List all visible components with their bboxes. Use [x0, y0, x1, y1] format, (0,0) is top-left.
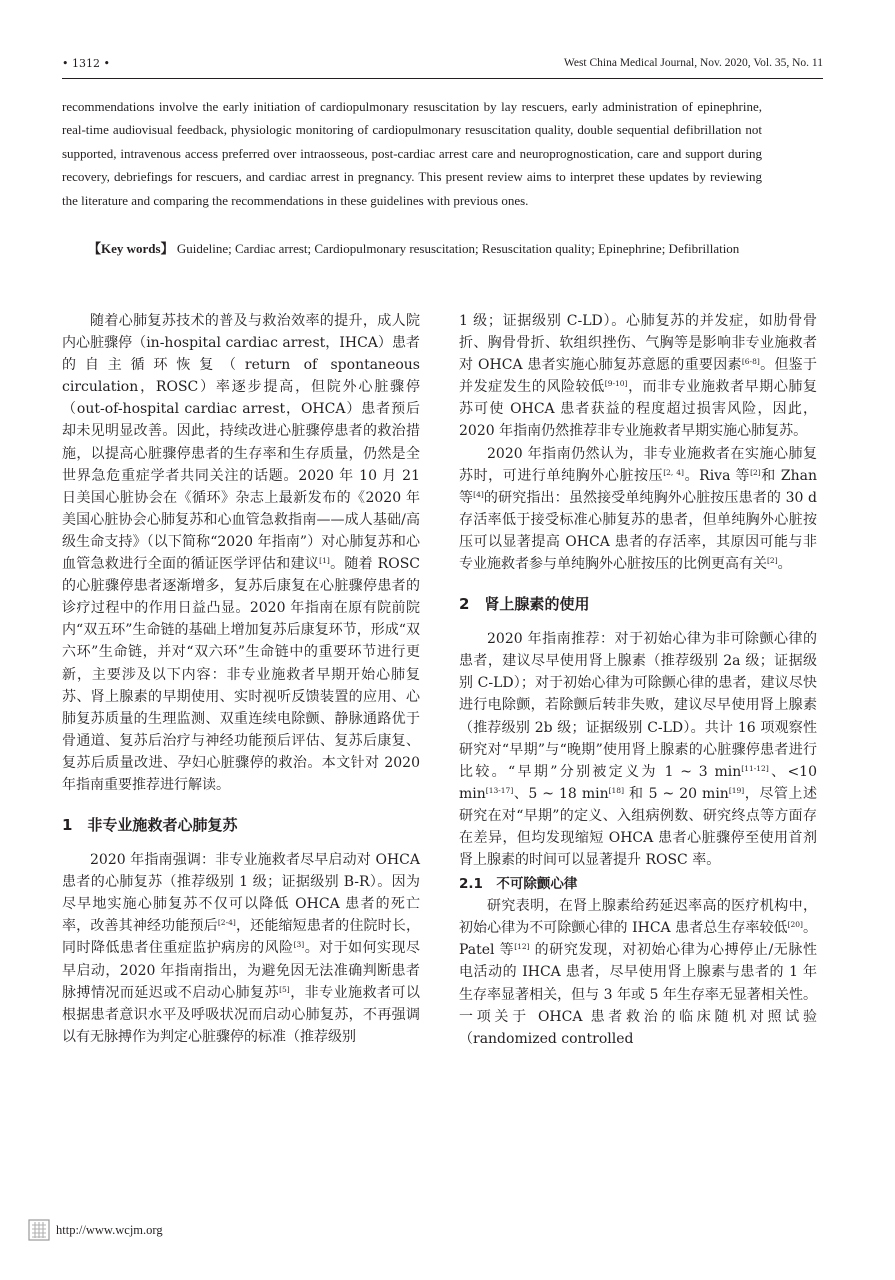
citation: [2-4] [217, 918, 236, 928]
citation: [2] [767, 556, 778, 566]
citation: [12] [514, 942, 530, 952]
citation: [3] [293, 940, 305, 950]
citation: [6-8] [741, 357, 760, 367]
citation: [4] [473, 489, 484, 499]
citation: [9-10] [604, 379, 628, 389]
header-divider [62, 78, 823, 79]
subsection-2-1-heading: 2.1 不可除颤心律 [459, 876, 578, 893]
footer [28, 1219, 163, 1241]
section-1-continued-paragraph: 1 级；证据级别 C-LD）。心肺复苏的并发症，如肋骨骨折、胸骨骨折、软组织挫伤、气胸等是影响非专业施救者对 OHCA 患者实施心肺复苏意愿的重要因素[6-8]。但鉴于并发症发生的风险较低[9-10]，而非专业施救者早期心肺复苏可使 OHCA 患者获益的程度超过损害风险，因此，2020 年指南仍然推荐非专业施救者早期实施心肺复苏。 [459, 313, 817, 440]
journal-citation: West China Medical Journal, Nov. 2020, Vol. 35, No. 11 [563, 57, 823, 69]
journal-logo-icon [28, 1219, 50, 1241]
section-2-heading: 2 肾上腺素的使用 [459, 595, 590, 614]
right-column [459, 310, 817, 1050]
keywords-block [62, 237, 762, 261]
abstract-text: recommendations involve the early initiation of cardiopulmonary resuscitation by lay rescuers, early administration of epinephrine, real-time audiovisual feedback, physiologic monitoring of cardiopulmonary resuscitation quality, double sequential defibrillation not supported, intravenous access preferred over intraosseous, post-cardiac arrest care and neuroprognostication, care and support during recovery, debriefings for rescuers, and cardiac arrest in pregnancy. This present review aims to interpret these updates by reviewing the literature and comparing the recommendations in these guidelines with previous ones. [62, 99, 762, 208]
intro-paragraph: 随着心肺复苏技术的普及与救治效率的提升，成人院内心脏骤停（in-hospital cardiac arrest，IHCA）患者的自主循环恢复（return of spontaneous circulation，ROSC）率逐步提高，但院外心脏骤停（out-of-hospital cardiac arrest，OHCA）患者预后却未见明显改善。因此，持续改进心脏骤停患者的救治措施，以提高心脏骤停患者的生存率和生存质量，仍然是全世界急危重症学者共同关注的话题。2020 年 10 月 21 日美国心脏协会在《循环》杂志上最新发布的《2020 年美国心脏协会心肺复苏和心血管急救指南——成人基础/高级生命支持》（以下简称“2020 年指南”）对心肺复苏和心血管急救进行全面的循证医学评估和建议[1]。随着 ROSC 的心脏骤停患者逐渐增多，复苏后康复在心脏骤停患者的诊疗过程中的作用日益凸显。2020 年指南在原有院前院内“双五环”生命链的基础上增加复苏后康复环节，形成“双六环”生命链，并对“双六环”生命链中的重要环节进行更新，主要涉及以下内容：非专业施救者早期开始心肺复苏、肾上腺素的早期使用、实时视听反馈装置的应用、心肺复苏质量的生理监测、双重连续电除颤、静脉通路优于骨通道、复苏后治疗与神经功能预后评估、复苏后康复、复苏后质量改进、孕妇心脏骤停的救治。本文针对 2020 年指南重要推荐进行解读。 [62, 313, 421, 793]
citation: [11-12] [741, 763, 769, 773]
section-1-heading: 1 非专业施救者心肺复苏 [62, 816, 238, 835]
citation: [1] [319, 556, 330, 566]
page-number: • 1312 • [62, 57, 110, 70]
citation: [19] [728, 785, 745, 795]
citation: [20] [787, 920, 803, 930]
citation: [18] [608, 785, 625, 795]
citation: [2] [750, 467, 761, 477]
website-link[interactable]: http://www.wcjm.org [56, 1222, 163, 1237]
subsection-2-1-paragraph: 研究表明，在肾上腺素给药延迟率高的医疗机构中，初始心律为不可除颤心律的 IHCA 患者总生存率较低[20]。Patel 等[12] 的研究发现，对初始心律为心搏停止/无脉性电活动的 IHCA 患者，尽早使用肾上腺素与患者的 1 年生存率显著相关，但与 3 年或 5 年生存率无显著相关性。一项关于 OHCA 患者救治的临床随机对照试验（randomized controlled [459, 898, 818, 1047]
keywords-label: 【Key words】 [88, 241, 174, 256]
left-column [62, 310, 420, 1048]
citation: [5] [279, 984, 290, 994]
keywords-text: Guideline; Cardiac arrest; Cardiopulmonary resuscitation; Resuscitation quality; Epinephrine; Defibrillation [173, 241, 740, 256]
section-1-paragraph-2: 2020 年指南仍然认为，非专业施救者在实施心肺复苏时，可进行单纯胸外心脏按压[2, 4]。Riva 等[2]和 Zhan 等[4]的研究指出：虽然接受单纯胸外心脏按压患者的 30 d 存活率低于接受标准心肺复苏的患者，但单纯胸外心脏按压可以显著提高 OHCA 患者的存活率，其原因可能与非专业施救者参与单纯胸外心脏按压的比例更高有关[2]。 [459, 445, 818, 573]
citation: [2, 4] [663, 467, 684, 477]
section-2-paragraph: 2020 年指南推荐：对于初始心律为非可除颤心律的患者，建议尽早使用肾上腺素（推荐级别 2a 级；证据级别 C-LD）；对于初始心律为可除颤心律的患者，建议尽快进行电除颤，若除颤后转非失败，建议尽早使用肾上腺素（推荐级别 2b 级；证据级别 C-LD）。共计 16 项观察性研究对“早期”与“晚期”使用肾上腺素的心脏骤停患者进行比较。“早期”分别被定义为 1 ~ 3 min[11-12]、<10 min[13-17]、5 ~ 18 min[18] 和 5 ~ 20 min[19]，尽管上述研究在对“早期”的定义、入组病例数、研究终点等方面存在差异，但均发现缩短 OHCA 患者心脏骤停至使用首剂肾上腺素的时间可以显著提升 ROSC 率。 [459, 631, 817, 869]
section-1-paragraph: 2020 年指南强调：非专业施救者尽早启动对 OHCA 患者的心肺复苏（推荐级别 1 级；证据级别 B-R）。因为尽早地实施心肺复苏不仅可以降低 OHCA 患者的死亡率，改善其神经功能预后[2-4]，还能缩短患者的住院时长，同时降低患者住重症监护病房的风险[3]。对于如何实现尽早启动，2020 年指南指出，为避免因无法准确判断患者脉搏情况而延迟或不启动心肺复苏[5]，非专业施救者可以根据患者意识水平及呼吸状况而启动心肺复苏，不再强调以有无脉搏作为判定心脏骤停的标准（推荐级别 [62, 852, 421, 1045]
citation: [13-17] [485, 785, 514, 795]
